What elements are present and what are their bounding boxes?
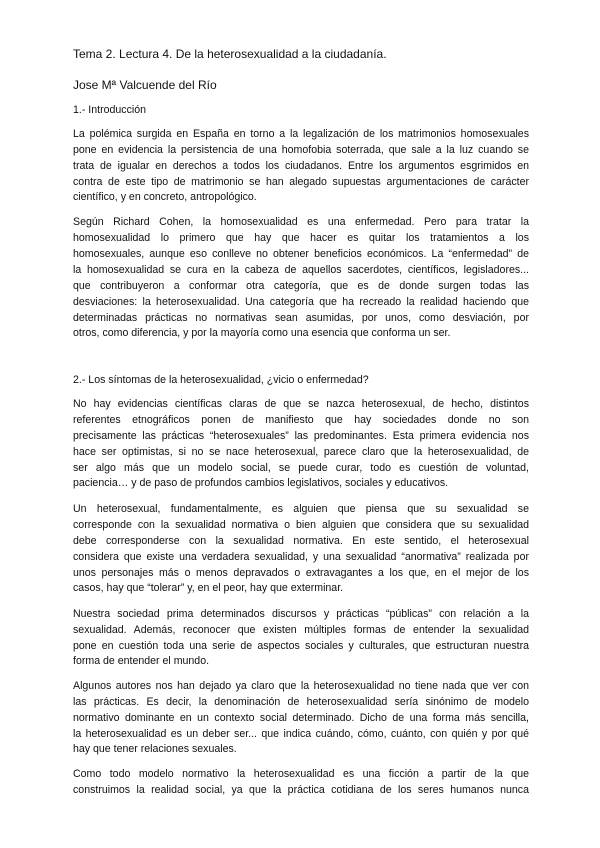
- text-line: homosexualidad lo primero que hay que hacer es quitar los tratamientos a los: [73, 232, 529, 244]
- text-line: corresponde con la sexualidad normativa o bien alguien que considera que su sexualidad: [73, 519, 529, 531]
- text-line: Como todo modelo normativo la heterosexualidad es una ficción a partir de la que: [73, 768, 529, 780]
- text-line: la heterosexualidad es un deber ser... que indica cuándo, cómo, cuánto, con quién y por qué: [73, 728, 529, 740]
- text-line: pone en cuestión toda una serie de aspectos sociales y culturales, que estructuran nuestra: [73, 640, 529, 652]
- text-line: que contribuyeron a conformar otra categoría, que es de donde surgen todas las: [73, 280, 529, 292]
- text-line: construimos la realidad social, ya que la práctica cotidiana de los seres humanos nunca: [73, 784, 529, 796]
- text-line: referentes etnográficos ponen de manifiesto que hay sociedades donde no son: [73, 414, 529, 426]
- text-line: No hay evidencias científicas claras de que se nazca heterosexual, de hecho, distintos: [73, 398, 529, 410]
- section-heading: 1.- Introducción: [73, 104, 147, 116]
- text-line: contra de este tipo de matrimonio se han alegado supuestas argumentaciones de carácter: [73, 176, 529, 188]
- document-title: Tema 2. Lectura 4. De la heterosexualidad a la ciudadanía.: [73, 47, 387, 61]
- text-line: Algunos autores nos han dejado ya claro que la heterosexualidad no tiene nada que ver con: [73, 680, 529, 692]
- text-line: casos, hay que “tolerar” y, en el peor, hay que exterminar.: [73, 582, 344, 594]
- text-line: precisamente las prácticas “heterosexuales” las predominantes. Esta primera evidencia nos: [73, 430, 529, 442]
- author-name: Jose Mª Valcuende del Río: [73, 78, 217, 92]
- text-line: unos personajes más o menos depravados o extravagantes a los que, en el mejor de los: [73, 567, 529, 579]
- text-line: debe corresponderse con la sexualidad normativa. En este sentido, el heterosexual: [73, 535, 529, 547]
- text-line: desviaciones: la heterosexualidad. Una categoría que ha recreado la realidad haciendo que: [73, 296, 529, 308]
- text-line: sexualidad. Además, reconocer que existen múltiples formas de entender la sexualidad: [73, 624, 529, 636]
- text-line: normativo dominante en un contexto social determinado. Dicho de una forma más sencilla,: [73, 712, 529, 724]
- text-line: pone en evidencia la persistencia de una homofobia soterrada, que sale a la luz cuando se: [73, 144, 529, 156]
- text-line: otros, como diferencia, y por la mayoría como una esencia que conforma un ser.: [73, 327, 451, 339]
- text-line: Según Richard Cohen, la homosexualidad es una enfermedad. Pero para tratar la: [73, 216, 529, 228]
- text-line: las prácticas. Es decir, la denominación de heterosexualidad sería sinónimo de modelo: [73, 696, 529, 708]
- text-line: paciencia… y de paso de profundos cambios legislativos, sociales y educativos.: [73, 477, 449, 489]
- text-line: hace ser optimistas, si no se nace heterosexual, parece claro que la heterosexualidad, de: [73, 446, 529, 458]
- text-line: trata de igualar en derechos a todos los ciudadanos. Entre los argumentos esgrimidos en: [73, 160, 529, 172]
- text-line: determinadas prácticas no normativas sean asumidas, por unos, como desviación, por: [73, 312, 529, 324]
- text-line: ser algo más que un modelo social, se puede curar, todo es cuestión de voluntad,: [73, 462, 529, 474]
- section-heading: 2.- Los síntomas de la heterosexualidad, ¿vicio o enfermedad?: [73, 374, 369, 386]
- text-line: la homosexualidad se cura en la cabeza de aquellos sacerdotes, científicos, legisladores...: [73, 264, 529, 276]
- text-line: homosexuales, aunque eso conlleve no obtener beneficios económicos. La “enfermedad” de: [73, 248, 529, 260]
- text-line: Un heterosexual, fundamentalmente, es alguien que piensa que su sexualidad se: [73, 503, 529, 515]
- text-line: hay que tener relaciones sexuales.: [73, 743, 237, 755]
- text-line: Nuestra sociedad prima determinados discursos y prácticas “públicas” con relación a la: [73, 608, 529, 620]
- text-line: científico, y en concreto, antropológico.: [73, 191, 257, 203]
- text-line: considera que existe una verdadera sexualidad, y una sexualidad “anormativa” realizada por: [73, 551, 529, 563]
- text-line: forma de entender el mundo.: [73, 655, 210, 667]
- text-line: La polémica surgida en España en torno a la legalización de los matrimonios homosexuales: [73, 128, 529, 140]
